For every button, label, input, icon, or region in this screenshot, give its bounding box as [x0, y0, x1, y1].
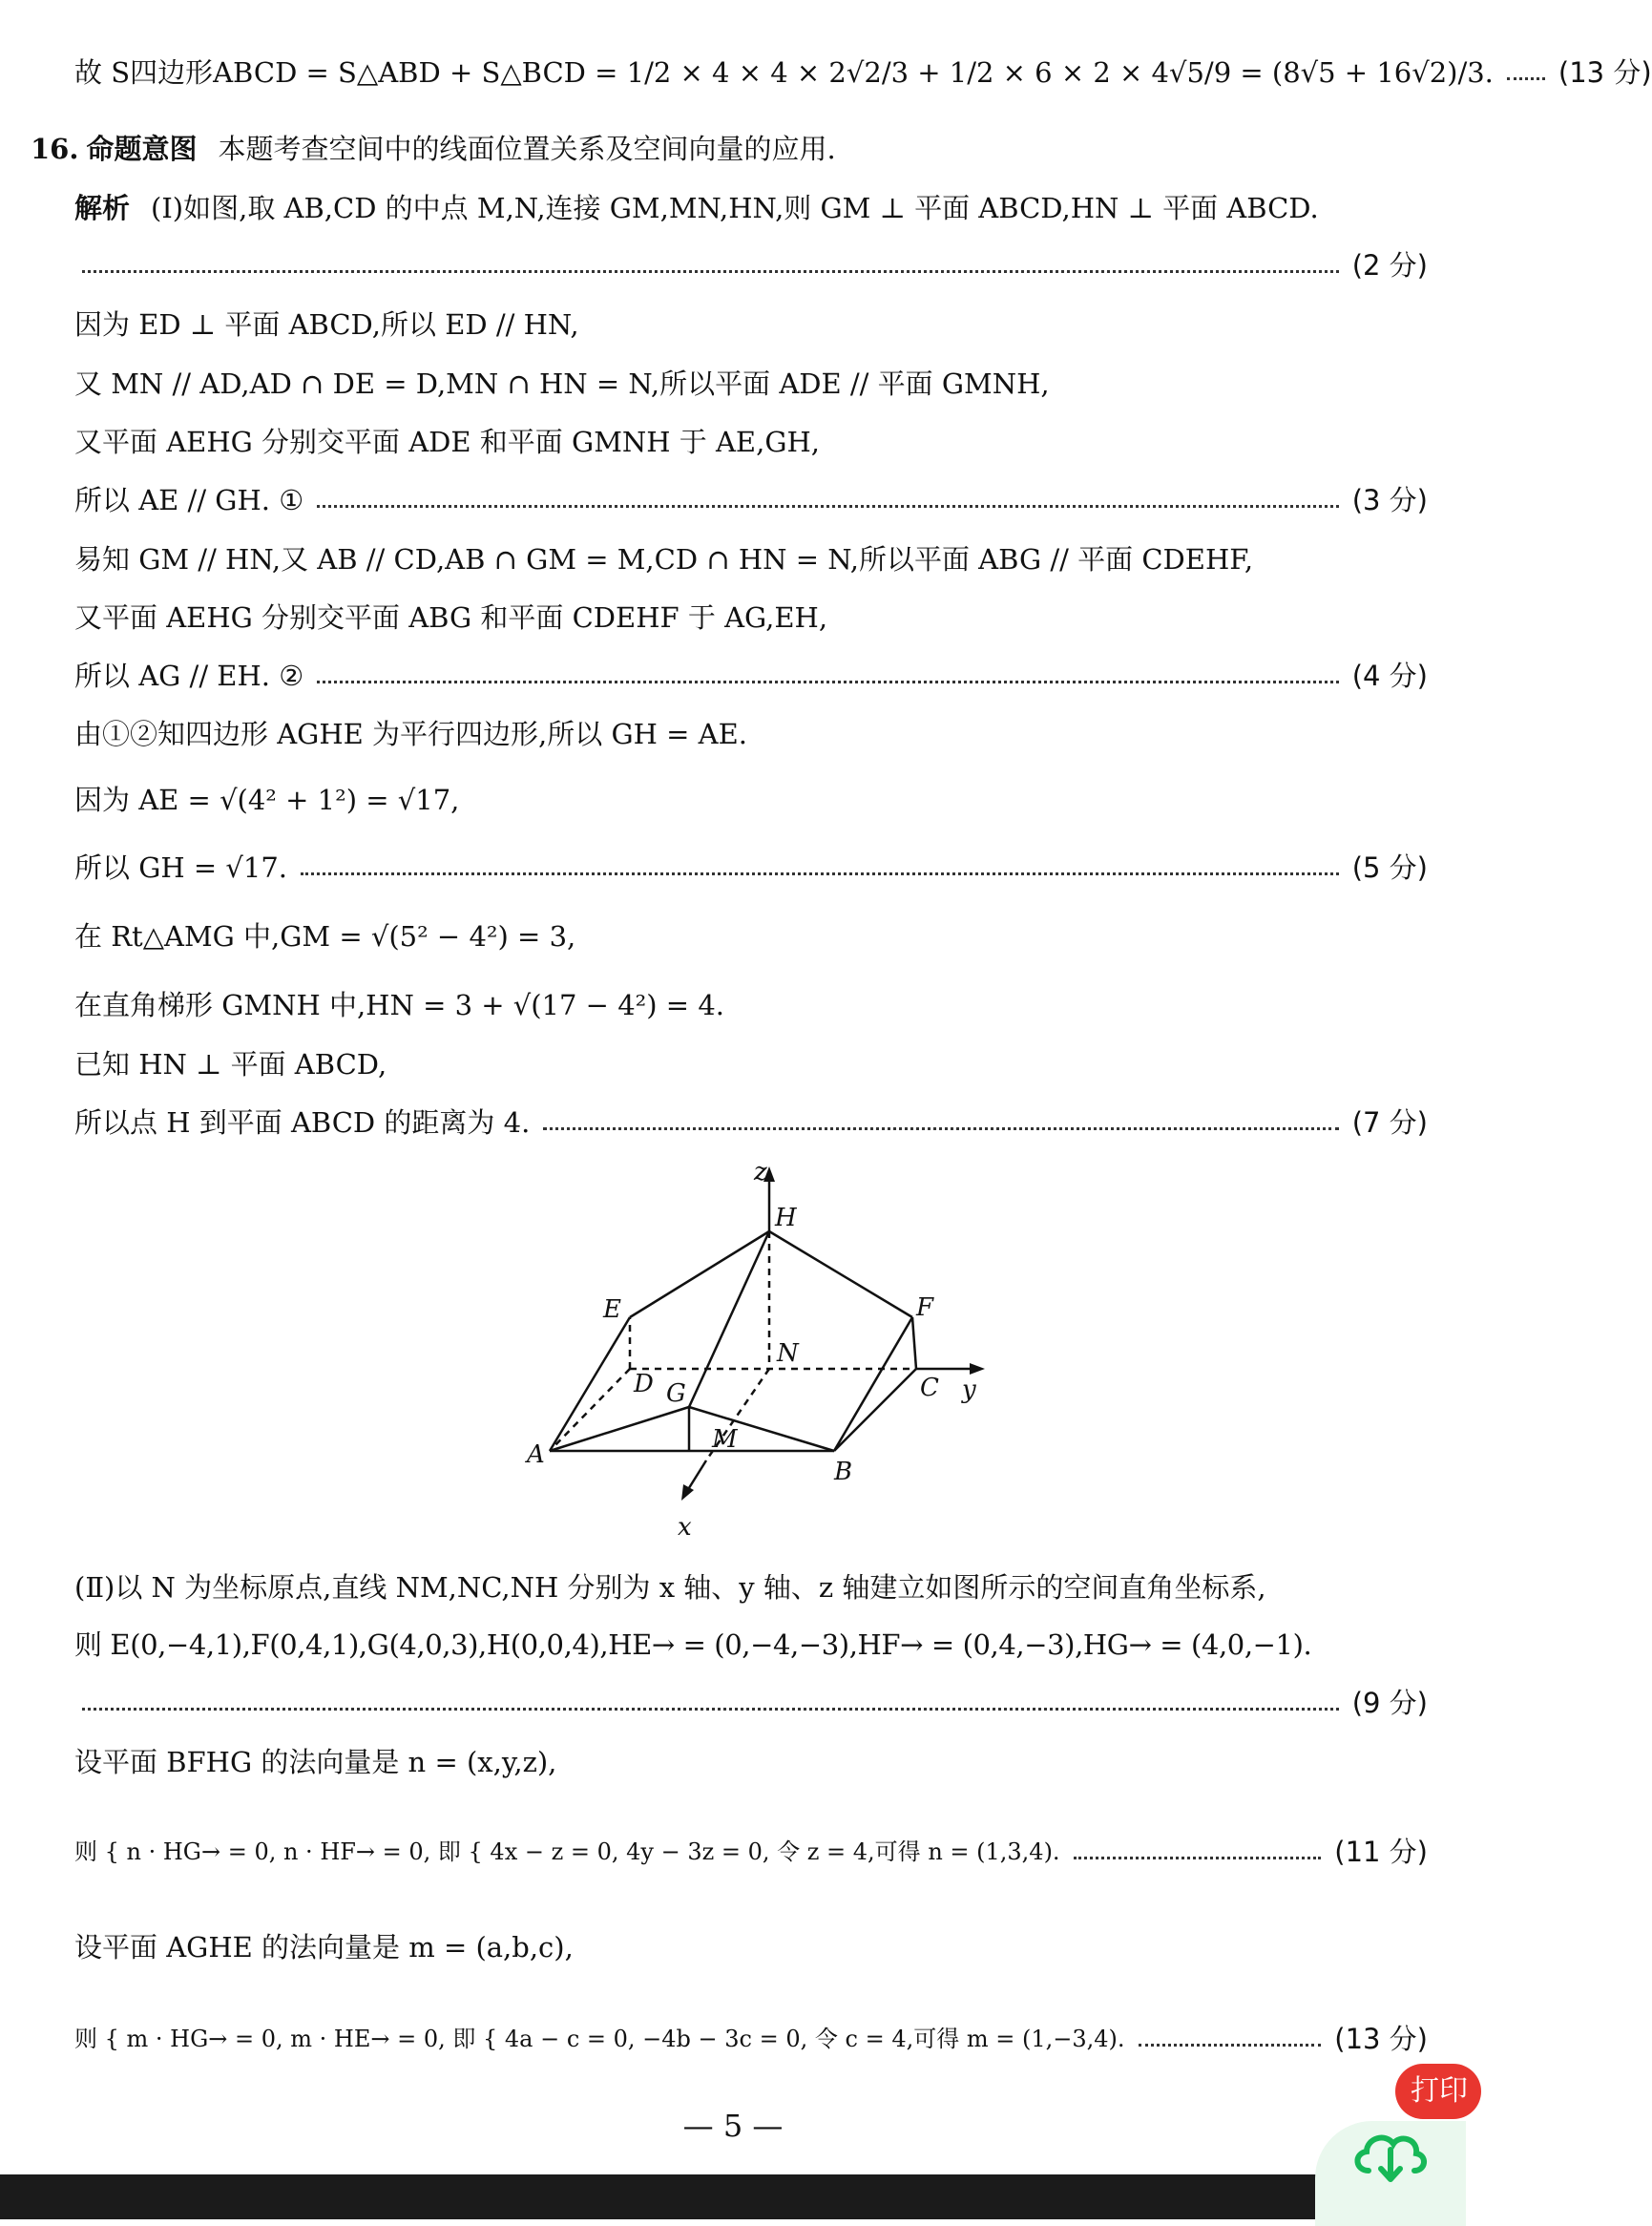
proof-line: [74, 598, 1428, 637]
line-text: 所以 AG // EH. ②: [74, 660, 304, 692]
proof-line: [74, 365, 1428, 403]
leader-dots: [82, 1708, 1339, 1711]
proof-line: [74, 1045, 1428, 1083]
page-number: — 5 —: [682, 2108, 784, 2144]
line-text: 故 S四边形ABCD = S△ABD + S△BCD = 1/2 × 4 × 4 × 2√2/3 + 1/2 × 6 × 2 × 4√5/9 = (8√5 + 16√2)/3.: [74, 56, 1494, 89]
line-text: 又平面 AEHG 分别交平面 ADE 和平面 GMNH 于 AE,GH,: [74, 426, 820, 458]
score-label: (4 分): [1351, 660, 1428, 692]
label-N: N: [777, 1339, 799, 1368]
coordinates-line: [74, 1626, 1428, 1664]
proof-line-score-7: [74, 1103, 1428, 1142]
score-label: (7 分): [1351, 1106, 1428, 1139]
line-text: 在 Rt△AMG 中,GM = √(5² − 4²) = 3,: [74, 920, 576, 953]
line-text: 所以点 H 到平面 ABCD 的距离为 4.: [74, 1106, 531, 1139]
label-z: z: [754, 1158, 767, 1186]
analysis-line: [74, 189, 1428, 227]
y-axis-arrow: [970, 1363, 985, 1375]
proof-line: [74, 1928, 1428, 1966]
score-label: (2 分): [1351, 249, 1428, 282]
score-line-9: [74, 1684, 1428, 1722]
line-text: 则 { m · HG→ = 0, m · HE→ = 0, 即 { 4a − c = 0, −4b − 3c = 0, 令 c = 4,可得 m = (1,−3,4).: [74, 2026, 1125, 2052]
leader-dots: [301, 872, 1339, 875]
score-label: (5 分): [1351, 851, 1428, 884]
score-label: (13 分): [1334, 2023, 1428, 2055]
line-text: (Ⅰ)如图,取 AB,CD 的中点 M,N,连接 GM,MN,HN,则 GM ⊥ 平面 ABCD,HN ⊥ 平面 ABCD.: [151, 192, 1319, 224]
part-2-intro-line: [74, 1568, 1428, 1606]
label-y: y: [962, 1376, 976, 1404]
x-axis-line: [687, 1460, 706, 1491]
proof-line: [74, 917, 1428, 956]
score-line-2: [74, 246, 1428, 284]
score-label: (3 分): [1351, 484, 1428, 516]
line-text: 则 { n · HG→ = 0, n · HF→ = 0, 即 { 4x − z = 0, 4y − 3z = 0, 令 z = 4,可得 n = (1,3,4).: [74, 1838, 1060, 1865]
label-F: F: [916, 1293, 934, 1322]
leader-dots: [543, 1127, 1338, 1130]
label-C: C: [920, 1374, 939, 1402]
score-label: (13 分): [1558, 56, 1652, 89]
proof-line: [74, 540, 1428, 578]
leader-dots: [317, 505, 1338, 508]
bottom-bar: [0, 2174, 1466, 2219]
x-axis-arrow: [681, 1484, 694, 1501]
label-A: A: [527, 1440, 545, 1469]
gb-edge: [689, 1407, 834, 1451]
proof-line-score-4: [74, 657, 1428, 695]
line-text: 又 MN // AD,AD ∩ DE = D,MN ∩ HN = N,所以平面 ADE // 平面 GMNH,: [74, 368, 1050, 400]
ea-edge: [550, 1317, 630, 1451]
label-H: H: [775, 1204, 797, 1232]
print-button[interactable]: 打印: [1395, 2064, 1481, 2119]
proof-line-score-5: [74, 849, 1428, 887]
analysis-label: 解析: [74, 192, 131, 224]
label-G: G: [666, 1379, 686, 1408]
hf-edge: [769, 1231, 912, 1317]
download-button[interactable]: [1315, 2121, 1466, 2226]
proof-line: [74, 781, 1428, 819]
line-text: (Ⅱ)以 N 为坐标原点,直线 NM,NC,NH 分别为 x 轴、y 轴、z 轴建立如图所示的空间直角坐标系,: [74, 1571, 1266, 1604]
score-label: (11 分): [1334, 1836, 1428, 1868]
intent-text: 本题考查空间中的线面位置关系及空间向量的应用.: [218, 133, 836, 165]
leader-dots: [1139, 2044, 1322, 2047]
label-D: D: [634, 1370, 654, 1398]
label-M: M: [712, 1425, 738, 1454]
label-E: E: [603, 1295, 621, 1324]
question-16-header: [31, 130, 1428, 168]
leader-dots: [1507, 77, 1545, 80]
question-number: 16.: [31, 133, 79, 165]
area-formula-line: [74, 53, 1652, 92]
leader-dots: [82, 270, 1339, 273]
line-text: 因为 AE = √(4² + 1²) = √17,: [74, 784, 460, 816]
line-text: 则 E(0,−4,1),F(0,4,1),G(4,0,3),H(0,0,4),HE→ = (0,−4,−3),HF→ = (0,4,−3),HG→ = (4,0,−1).: [74, 1628, 1312, 1661]
leader-dots: [1074, 1857, 1322, 1859]
fc-edge: [912, 1317, 916, 1369]
proof-line: [74, 715, 1428, 753]
intent-label: 命题意图: [86, 133, 198, 165]
proof-line: [74, 305, 1428, 344]
normal-vector-n-system: [74, 1833, 1428, 1871]
hg-edge: [689, 1231, 769, 1407]
proof-line: [74, 1743, 1428, 1781]
line-text: 所以 AE // GH. ①: [74, 484, 304, 516]
score-label: (9 分): [1351, 1687, 1428, 1719]
cloud-download-icon: [1348, 2121, 1433, 2188]
label-x: x: [678, 1513, 692, 1542]
proof-line-score-3: [74, 481, 1428, 519]
line-text: 在直角梯形 GMNH 中,HN = 3 + √(17 − 4²) = 4.: [74, 989, 724, 1021]
solid-geometry-diagram: [515, 1157, 993, 1548]
proof-line: [74, 423, 1428, 461]
label-B: B: [834, 1458, 853, 1486]
line-text: 易知 GM // HN,又 AB // CD,AB ∩ GM = M,CD ∩ HN = N,所以平面 ABG // 平面 CDEHF,: [74, 543, 1254, 576]
line-text: 由①②知四边形 AGHE 为平行四边形,所以 GH = AE.: [74, 718, 747, 750]
normal-vector-m-system: [74, 2020, 1428, 2058]
leader-dots: [317, 681, 1338, 683]
proof-line: [74, 986, 1428, 1024]
line-text: 因为 ED ⊥ 平面 ABCD,所以 ED // HN,: [74, 308, 579, 341]
line-text: 又平面 AEHG 分别交平面 ABG 和平面 CDEHF 于 AG,EH,: [74, 601, 828, 634]
line-text: 设平面 BFHG 的法向量是 n = (x,y,z),: [74, 1746, 557, 1778]
line-text: 已知 HN ⊥ 平面 ABCD,: [74, 1048, 387, 1081]
line-text: 设平面 AGHE 的法向量是 m = (a,b,c),: [74, 1931, 574, 1964]
ag-edge: [550, 1407, 689, 1451]
line-text: 所以 GH = √17.: [74, 851, 288, 884]
